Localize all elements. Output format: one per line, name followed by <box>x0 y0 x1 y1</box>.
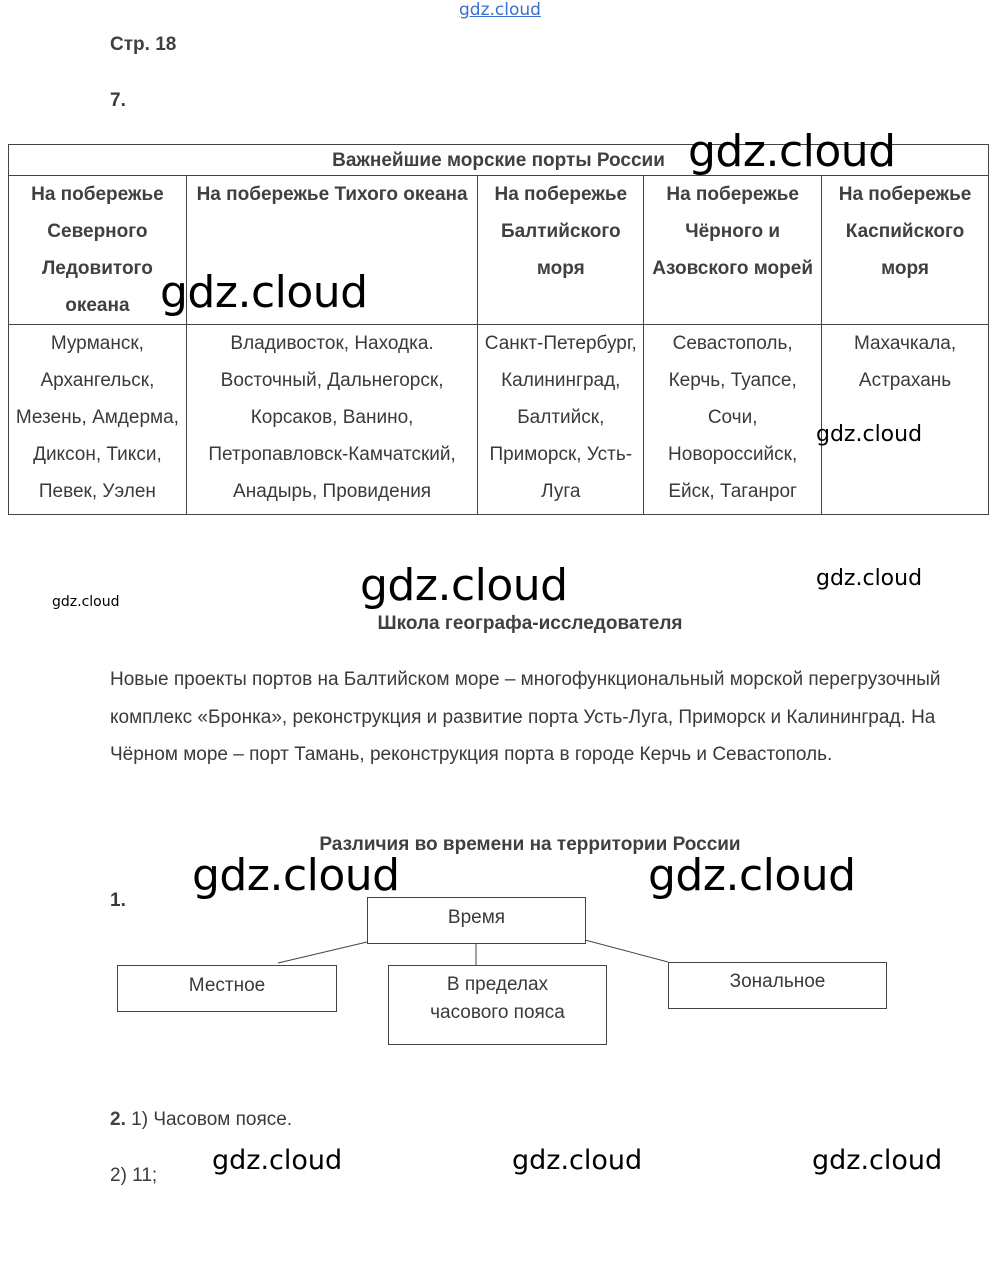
cell-arctic: Мурманск, Архангельск, Мезень, Амдерма, Диксон, Тикси, Певек, Уэлен <box>9 325 187 515</box>
watermark: gdz.cloud <box>360 560 568 611</box>
diagram-zonal-box: Зональное <box>668 962 887 1009</box>
watermark: gdz.cloud <box>812 1145 943 1176</box>
section1-title: Школа географа-исследователя <box>377 613 683 634</box>
watermark: gdz.cloud <box>688 126 896 177</box>
header-black-azov: На побережье Чёрного и Азовского морей <box>644 176 822 325</box>
cell-black-azov: Севастополь, Керчь, Туапсе, Сочи, Новороссийск, Ейск, Таганрог <box>644 325 822 515</box>
watermark: gdz.cloud <box>52 594 120 610</box>
watermark: gdz.cloud <box>160 267 368 318</box>
section1-text: Новые проекты портов на Балтийском море – многофункциональный морской перегрузочный комплекс «Бронка», реконструкция и развитие порта Усть-Луга, Приморск и Калининград. На Чёрном море – порт Тамань, реконструкция порта в городе Керчь и Севастополь. <box>110 669 941 765</box>
cell-caspian: Махачкала, Астрахань <box>822 325 989 515</box>
watermark-top[interactable]: gdz.cloud <box>459 0 541 20</box>
connector-zonal <box>585 940 668 962</box>
header-baltic: На побережье Балтийского моря <box>478 176 644 325</box>
watermark: gdz.cloud <box>816 566 923 591</box>
answer2-line1: 2. 1) Часовом поясе. <box>110 1109 293 1130</box>
header-pacific: На побережье Тихого океана <box>186 176 478 325</box>
header-arctic: На побережье Северного Ледовитого океана <box>9 176 187 325</box>
watermark: gdz.cloud <box>816 422 923 447</box>
task7-number: 7. <box>110 90 126 111</box>
answer2-line2: 2) 11; <box>110 1165 158 1186</box>
watermark: gdz.cloud <box>192 850 400 901</box>
page-label: Стр. 18 <box>110 34 177 55</box>
diagram-local-box: Местное <box>117 965 337 1012</box>
cell-baltic: Санкт-Петербург, Калининград, Балтийск, Приморск, Усть-Луга <box>478 325 644 515</box>
header-caspian: На побережье Каспийского моря <box>822 176 989 325</box>
connector-local <box>278 942 367 963</box>
watermark: gdz.cloud <box>648 850 856 901</box>
watermark: gdz.cloud <box>512 1145 643 1176</box>
answer2-number: 2. <box>110 1109 126 1130</box>
diagram-number: 1. <box>110 890 126 911</box>
diagram-timezone-box: В пределах часового пояса <box>388 965 607 1045</box>
table-edge-cover <box>776 554 961 564</box>
cell-pacific: Владивосток, Находка. Восточный, Дальнегорск, Корсаков, Ванино, Петропавловск-Камчатский, Анадырь, Провидения <box>186 325 478 515</box>
ports-table-title: Важнейшие морские порты России <box>9 145 989 176</box>
diagram-root-box: Время <box>367 897 586 944</box>
watermark: gdz.cloud <box>212 1145 343 1176</box>
section2-title: Различия во времени на территории России <box>319 834 741 855</box>
